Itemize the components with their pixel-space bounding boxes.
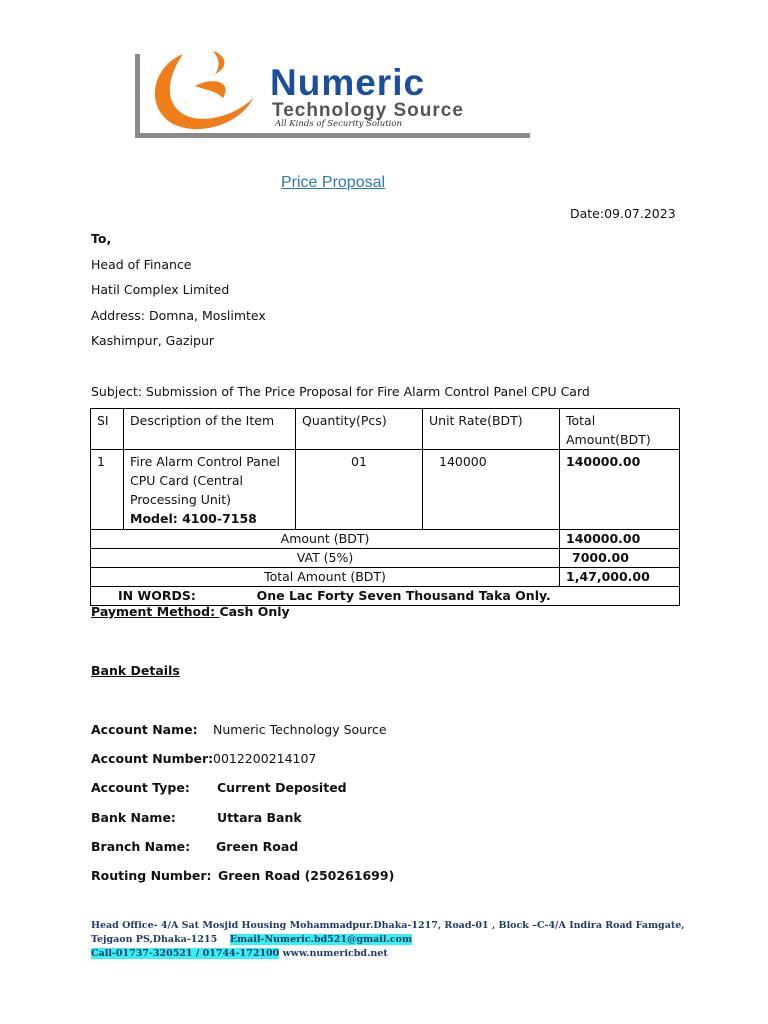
cell-total: 140000.00 (560, 450, 680, 530)
cell-description (124, 450, 296, 530)
in-words-label: IN WORDS: (118, 588, 196, 603)
col-header-unit-rate: Unit Rate(BDT) (423, 409, 560, 450)
cell-quantity: 01 (296, 450, 423, 530)
bank-label-routing-number: Routing Number: (91, 868, 212, 883)
bank-label-account-number: Account Number: (91, 751, 214, 766)
item-description: Fire Alarm Control Panel CPU Card (Central Processing Unit) (130, 454, 280, 507)
in-words-cell (91, 587, 680, 606)
footer-email[interactable]: Email-Numeric.bd521@gmail.com (229, 934, 413, 945)
bank-details-heading: Bank Details (91, 663, 180, 678)
payment-method (91, 604, 290, 619)
in-words-value: One Lac Forty Seven Thousand Taka Only. (256, 588, 551, 603)
price-table (90, 408, 680, 606)
recipient-line: Hatil Complex Limited (91, 282, 230, 297)
bank-label-bank-name: Bank Name: (91, 810, 176, 825)
logo-tagline: All Kinds of Security Solution (275, 119, 402, 129)
in-words-row (91, 587, 680, 606)
subject-line: Subject: Submission of The Price Proposal for Fire Alarm Control Panel CPU Card (91, 384, 590, 399)
logo-frame-vertical (135, 54, 140, 138)
bank-label-account-name: Account Name: (91, 722, 198, 737)
vat-label: VAT (5%) (91, 549, 560, 568)
item-model: Model: 4100-7158 (130, 511, 257, 526)
logo-subtitle: Technology Source (272, 100, 464, 121)
footer-address: Head Office- 4/A Sat Mosjid Housing Mohammadpur.Dhaka-1217, Road-01 , Block –C-4/A Indira Road Famgate, (91, 920, 685, 931)
bank-label-account-type: Account Type: (91, 780, 190, 795)
logo-swoosh-icon (143, 46, 263, 136)
cell-unit-rate: 140000 (423, 450, 560, 530)
total-label: Total Amount (BDT) (91, 568, 560, 587)
recipient-line: Kashimpur, Gazipur (91, 333, 215, 348)
col-header-si: SI (91, 409, 124, 450)
bank-value-bank-name: Uttara Bank (217, 810, 302, 825)
table-row (91, 450, 680, 530)
bank-value-branch-name: Green Road (216, 839, 299, 854)
recipient-line: Head of Finance (91, 257, 192, 272)
col-header-total: Total Amount(BDT) (560, 409, 680, 450)
payment-method-label: Payment Method: (91, 604, 220, 619)
recipient-line: Address: Domna, Moslimtex (91, 308, 266, 323)
amount-row (91, 530, 680, 549)
footer-line-2 (91, 934, 412, 945)
bank-value-account-name: Numeric Technology Source (213, 722, 387, 737)
total-row (91, 568, 680, 587)
col-header-description: Description of the Item (124, 409, 296, 450)
bank-value-routing-number: Green Road (250261699) (218, 868, 395, 883)
vat-value: 7000.00 (560, 549, 680, 568)
cell-si: 1 (91, 450, 124, 530)
bank-label-branch-name: Branch Name: (91, 839, 191, 854)
payment-method-value: Cash Only (219, 604, 290, 619)
col-header-quantity: Quantity(Pcs) (296, 409, 423, 450)
footer-address-2: Tejgaon PS,Dhaka-1215 (91, 934, 218, 945)
vat-row (91, 549, 680, 568)
table-header-row (91, 409, 680, 450)
page-title: Price Proposal (281, 174, 386, 191)
footer-line-3 (91, 948, 388, 959)
company-logo (135, 46, 535, 140)
proposal-date: Date:09.07.2023 (570, 206, 676, 221)
bank-value-account-number: 0012200214107 (213, 751, 317, 766)
bank-value-account-type: Current Deposited (217, 780, 347, 795)
salutation: To, (91, 231, 112, 246)
amount-label: Amount (BDT) (91, 530, 560, 549)
total-value: 1,47,000.00 (560, 568, 680, 587)
logo-brand: Numeric (270, 62, 426, 103)
amount-value: 140000.00 (560, 530, 680, 549)
footer-website[interactable]: www.numericbd.net (282, 948, 388, 959)
footer-phone[interactable]: Call-01737-320521 / 01744-172100 (91, 948, 280, 959)
